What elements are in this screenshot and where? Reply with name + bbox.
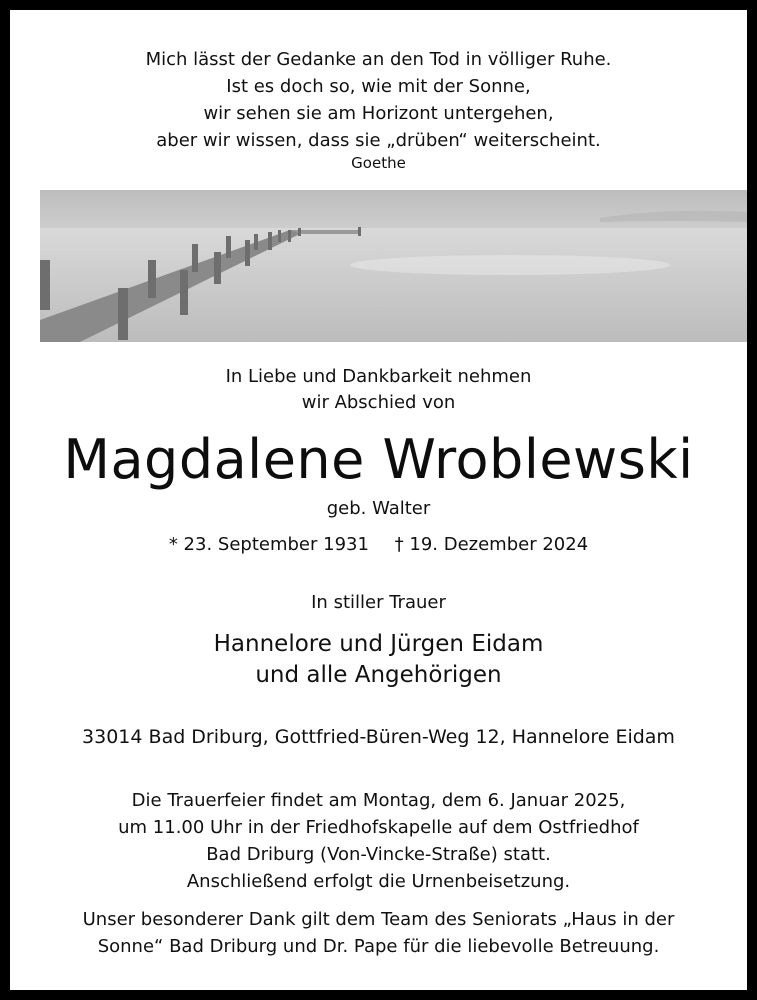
thanks-line: Unser besonderer Dank gilt dem Team des Seniorats „Haus in der — [82, 909, 675, 930]
farewell-intro — [10, 364, 747, 416]
birth-name: geb. Walter — [326, 498, 431, 519]
service-line: Die Trauerfeier findet am Montag, dem 6. Januar 2025, — [131, 790, 626, 811]
birth-date: * 23. September 1931 — [168, 534, 369, 555]
quote-line: aber wir wissen, dass sie „drüben“ weiterscheint. — [156, 130, 601, 151]
mist-reflection — [350, 255, 670, 275]
service-line: Anschließend erfolgt die Urnenbeisetzung. — [186, 871, 571, 892]
intro-line: wir Abschied von — [301, 392, 456, 413]
service-line: um 11.00 Uhr in der Friedhofskapelle auf dem Ostfriedhof — [118, 817, 639, 838]
thanks-line: Sonne“ Bad Driburg und Dr. Pape für die liebevolle Betreuung. — [97, 936, 660, 957]
life-dates — [10, 534, 747, 555]
death-date: † 19. Dezember 2024 — [394, 534, 589, 555]
quote-line: Ist es doch so, wie mit der Sonne, — [226, 76, 531, 97]
contact-address: 33014 Bad Driburg, Gottfried-Büren-Weg 12, Hannelore Eidam — [82, 726, 675, 748]
thanks-note — [10, 906, 747, 960]
quote-line: wir sehen sie am Horizont untergehen, — [203, 103, 554, 124]
deceased-name: Magdalene Wroblewski — [63, 428, 694, 491]
quote-author: Goethe — [351, 154, 406, 172]
mourning-heading: In stiller Trauer — [311, 592, 446, 613]
service-line: Bad Driburg (Von-Vincke-Straße) statt. — [206, 844, 551, 865]
quote-text — [10, 46, 747, 154]
mourner-line: und alle Angehörigen — [255, 662, 502, 688]
intro-line: In Liebe und Dankbarkeit nehmen — [225, 366, 532, 387]
mourner-line: Hannelore und Jürgen Eidam — [213, 631, 544, 657]
mourners-names — [10, 629, 747, 691]
jetty-lake-photo — [40, 190, 747, 342]
quote-line: Mich lässt der Gedanke an den Tod in völliger Ruhe. — [145, 49, 612, 70]
service-details — [10, 787, 747, 895]
